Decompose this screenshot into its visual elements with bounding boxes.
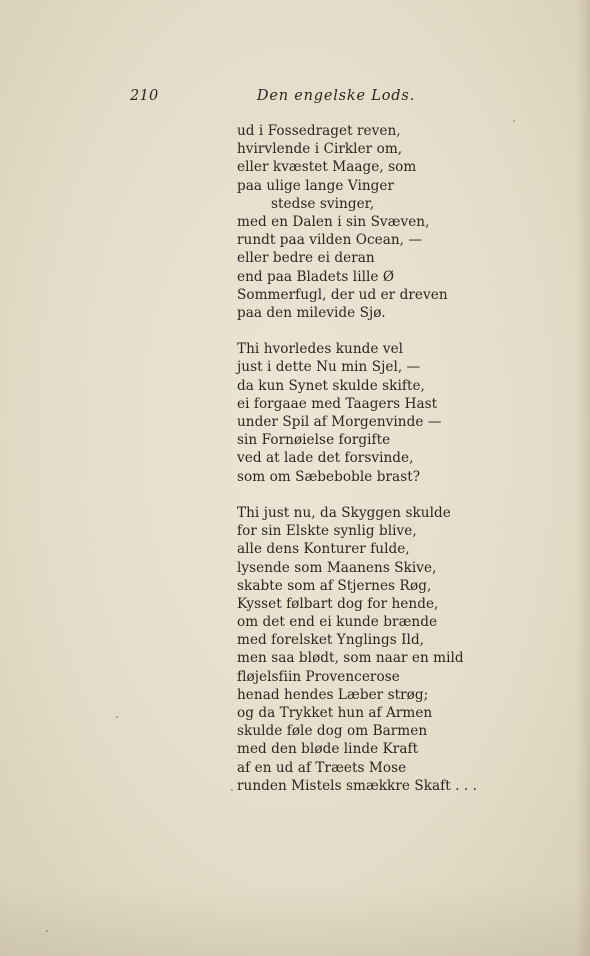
poem-line: som om Sæbeboble brast?	[237, 468, 421, 485]
poem-line: Thi hvorledes kunde vel	[237, 341, 404, 358]
poem-line: sin Fornøielse forgifte	[237, 432, 391, 449]
poem-line: med den bløde linde Kraft	[237, 741, 419, 758]
poem-line: eller kvæstet Maage, som	[237, 159, 417, 176]
poem-line: men saa blødt, som naar en mild	[237, 650, 464, 667]
poem-line: paa ulige lange Vinger	[237, 177, 395, 194]
poem-line: lysende som Maanens Skive,	[237, 559, 437, 576]
page-header	[130, 88, 415, 108]
poem-line: Thi just nu, da Skyggen skulde	[237, 504, 451, 521]
poem-line: hvirvlende i Cirkler om,	[237, 141, 403, 158]
poem-line: henad hendes Læber strøg;	[237, 686, 429, 703]
poem-text	[237, 122, 487, 795]
poem-line: eller bedre ei deran	[237, 250, 375, 267]
poem-line: fløjelsfiin Provencerose	[237, 668, 400, 685]
poem-line: ved at lade det forsvinde,	[237, 450, 414, 467]
poem-line: rundt paa vilden Ocean, —	[237, 232, 423, 249]
paper-speck	[46, 930, 48, 932]
poem-line: med en Dalen i sin Svæven,	[237, 213, 430, 230]
poem-line: om det end ei kunde brænde	[237, 614, 438, 631]
paper-speck	[116, 716, 118, 718]
paper-speck	[231, 789, 233, 791]
poem-line: under Spil af Morgenvinde —	[237, 414, 442, 430]
page-number: 210	[130, 88, 159, 104]
poem-line: med forelsket Ynglings Ild,	[237, 632, 425, 649]
poem-line: alle dens Konturer fulde,	[237, 541, 410, 558]
poem-line: paa den milevide Sjø.	[237, 304, 386, 321]
poem-line: skabte som af Stjernes Røg,	[237, 577, 432, 594]
poem-line: skulde føle dog om Barmen	[237, 723, 428, 740]
poem-line: ud i Fossedraget reven,	[237, 123, 401, 139]
poem-line: Kysset følbart dog for hende,	[237, 595, 439, 612]
poem-line: Sommerfugl, der ud er dreven	[237, 286, 448, 303]
page-edge-shadow	[576, 0, 590, 956]
paper-speck	[513, 120, 515, 122]
stanza	[237, 504, 487, 795]
poem-line: end paa Bladets lille Ø	[237, 268, 395, 285]
stanza	[237, 340, 487, 486]
poem-line: ei forgaae med Taagers Hast	[237, 395, 438, 412]
poem-line: og da Trykket hun af Armen	[237, 705, 433, 721]
poem-line: stedse svinger,	[271, 195, 375, 212]
poem-line: runden Mistels smækkre Skaft . . .	[237, 777, 477, 794]
running-title: Den engelske Lods.	[256, 88, 415, 104]
poem-line: for sin Elskte synlig blive,	[237, 523, 417, 540]
poem-line: af en ud af Træets Mose	[237, 759, 407, 776]
poem-line: da kun Synet skulde skifte,	[237, 377, 425, 394]
poem-line: just i dette Nu min Sjel, —	[237, 359, 421, 376]
page-bottom-shadow	[0, 886, 590, 956]
stanza	[237, 122, 487, 322]
